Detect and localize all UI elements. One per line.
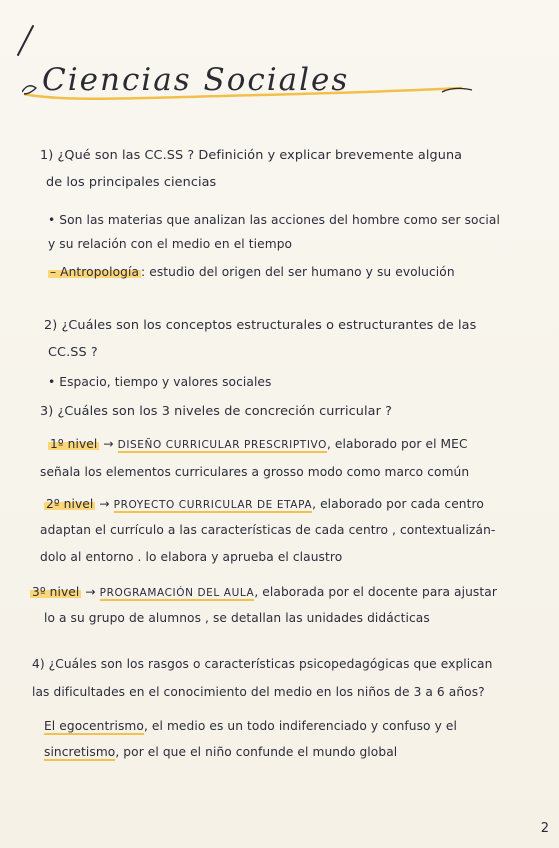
highlight-antropologia: – Antropología <box>50 265 140 279</box>
level-2-name: PROYECTO CURRICULAR DE ETAPA <box>113 499 313 511</box>
question-4-line-1: 4) ¿Cuáles son los rasgos o características psicopedagógicas que explican <box>32 657 493 671</box>
level-3-name: PROGRAMACIÓN DEL AULA <box>99 587 255 599</box>
page-title: Ciencias Sociales <box>42 62 350 98</box>
answer-1-line-2: y su relación con el medio en el tiempo <box>48 237 293 251</box>
level-2-label: 2º nivel <box>46 497 94 511</box>
level-1-line-1 <box>48 436 468 453</box>
answer-2: • Espacio, tiempo y valores sociales <box>48 375 272 389</box>
answer-4-line-2 <box>44 744 397 760</box>
level-3-label: 3º nivel <box>32 585 80 599</box>
level-1-line-2: señala los elementos curriculares a grosso modo como marco común <box>40 465 470 479</box>
level-3-line-2: lo a su grupo de alumnos , se detallan las unidades didácticas <box>44 611 430 625</box>
title-block <box>22 58 482 108</box>
underline-sincretismo: sincretismo <box>44 745 116 759</box>
level-1-rest: , elaborado por el MEC <box>326 437 468 451</box>
question-2-line-2: CC.SS ? <box>48 345 98 360</box>
answer-4-line-2-rest: , por el que el niño confunde el mundo global <box>115 745 398 759</box>
question-1-line-1: 1) ¿Qué son las CC.SS ? Definición y explicar brevemente alguna <box>40 148 463 163</box>
level-2-arrow: → <box>95 497 114 511</box>
level-3-line-1 <box>30 584 497 601</box>
level-2-line-3: dolo al entorno . lo elabora y aprueba el claustro <box>40 550 343 564</box>
question-3: 3) ¿Cuáles son los 3 niveles de concreción curricular ? <box>40 404 393 419</box>
level-1-name: DISEÑO CURRICULAR PRESCRIPTIVO <box>117 439 327 451</box>
answer-1-line-3-rest: : estudio del origen del ser humano y su evolución <box>141 265 455 279</box>
level-2-line-1 <box>44 496 484 513</box>
page-number: 2 <box>540 821 549 836</box>
question-2-line-1: 2) ¿Cuáles son los conceptos estructurales o estructurantes de las <box>44 318 477 333</box>
level-1-arrow: → <box>99 437 118 451</box>
level-3-arrow: → <box>81 585 100 599</box>
underline-egocentrismo: El egocentrismo <box>44 719 144 733</box>
answer-4-line-1 <box>44 718 457 734</box>
answer-1-line-3 <box>48 264 455 280</box>
level-2-rest: , elaborado por cada centro <box>312 497 484 511</box>
question-1-line-2: de los principales ciencias <box>46 175 217 190</box>
margin-slash-mark <box>14 24 36 58</box>
answer-1-line-1: • Son las materias que analizan las acciones del hombre como ser social <box>48 213 500 227</box>
level-3-rest: , elaborada por el docente para ajustar <box>254 585 497 599</box>
level-2-line-2: adaptan el currículo a las características de cada centro , contextualizán- <box>40 523 496 537</box>
level-1-label: 1º nivel <box>50 437 98 451</box>
question-4-line-2: las dificultades en el conocimiento del medio en los niños de 3 a 6 años? <box>32 685 485 699</box>
answer-4-line-1-rest: , el medio es un todo indiferenciado y confuso y el <box>143 719 457 733</box>
